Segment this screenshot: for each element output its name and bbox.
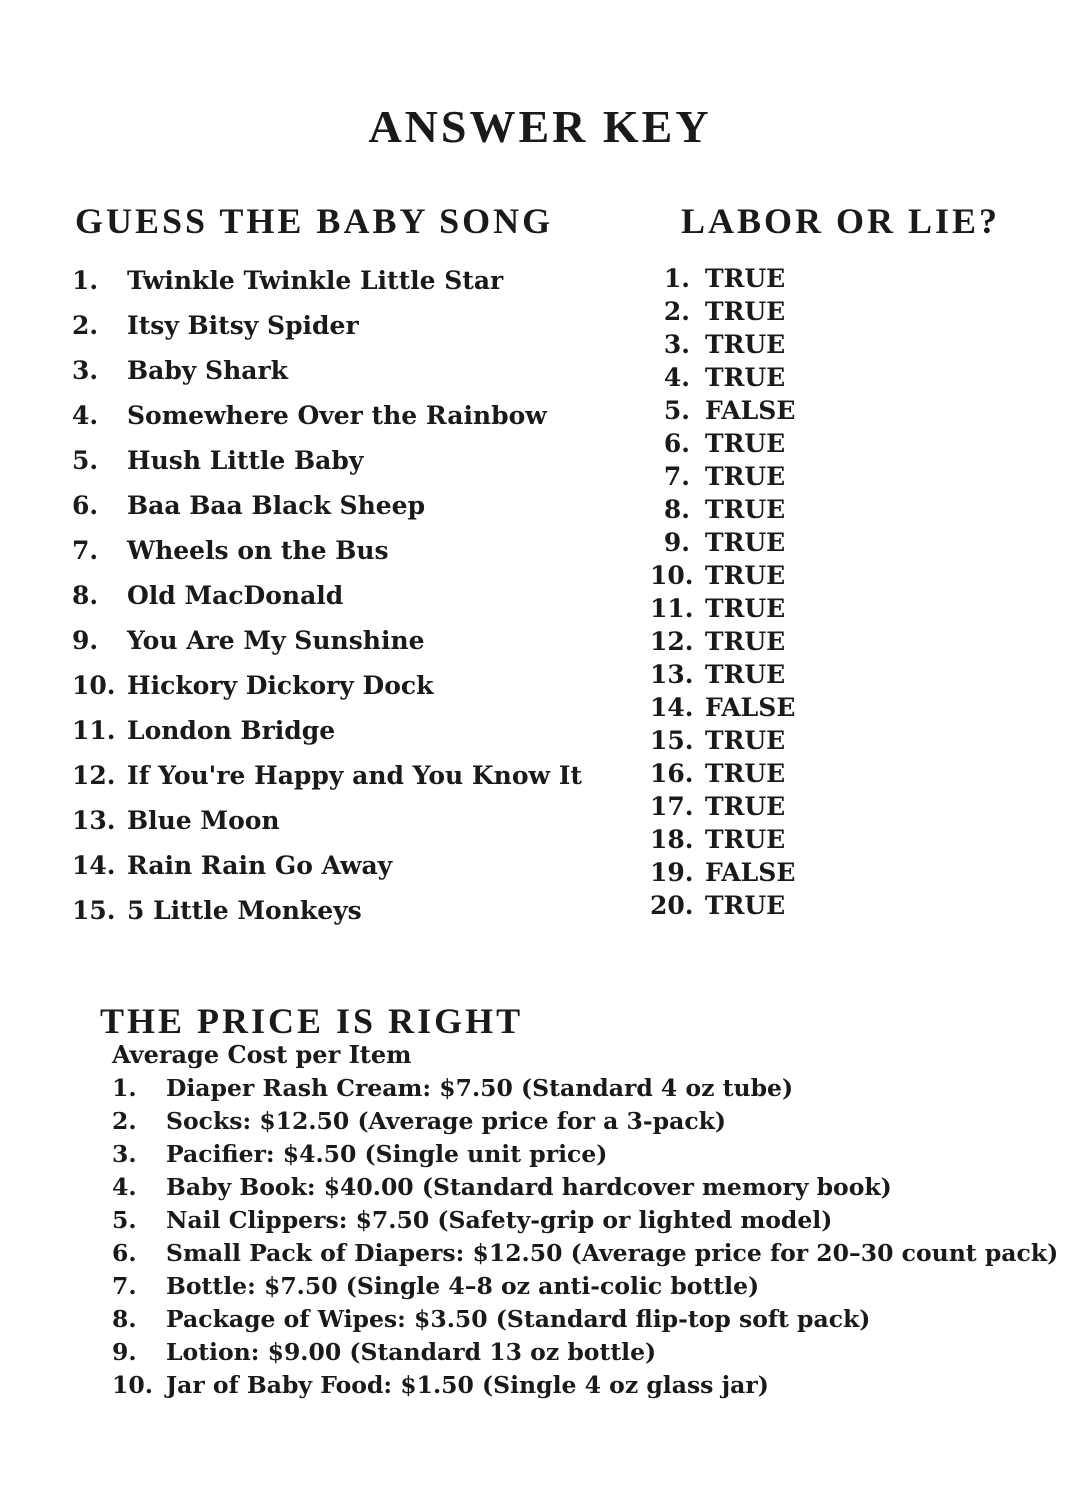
list-item-text: Hickory Dickory Dock [127,671,434,700]
list-item-number: 11. [650,594,694,623]
list-item-number: 3. [112,1140,137,1168]
price-answer-item [112,1072,1058,1105]
list-item-text: Twinkle Twinkle Little Star [127,266,504,295]
labor-answer-item [650,889,795,922]
list-item-number: 15. [72,896,116,925]
list-item-text: TRUE [705,528,786,557]
list-item-text: FALSE [705,396,796,425]
price-answer-item [112,1303,1058,1336]
baby-song-list [72,258,582,933]
song-answer-item [72,303,582,348]
list-item-number: 6. [112,1239,137,1267]
labor-or-lie-list [650,262,795,922]
song-answer-item [72,843,582,888]
list-item-number: 1. [663,264,690,293]
price-answer-item [112,1237,1058,1270]
list-item-number: 18. [650,825,694,854]
list-item-number: 2. [72,311,99,340]
list-item-text: London Bridge [127,716,336,745]
list-item-number: 1. [112,1074,137,1102]
list-item-number: 4. [112,1173,137,1201]
song-answer-item [72,888,582,933]
list-item-text: Wheels on the Bus [127,536,389,565]
list-item-text: Baby Book: $40.00 (Standard hardcover memory book) [166,1173,892,1201]
list-item-text: TRUE [705,561,786,590]
list-item-text: TRUE [705,363,786,392]
list-item-number: 4. [663,363,690,392]
labor-answer-item [650,493,795,526]
price-answer-item [112,1105,1058,1138]
list-item-text: TRUE [705,891,786,920]
labor-answer-item [650,691,795,724]
song-answer-item [72,573,582,618]
list-item-number: 5. [72,446,99,475]
list-item-number: 2. [663,297,690,326]
song-answer-item [72,483,582,528]
list-item-number: 12. [650,627,694,656]
list-item-text: 5 Little Monkeys [127,896,362,925]
list-item-text: Pacifier: $4.50 (Single unit price) [166,1140,608,1168]
list-item-number: 14. [650,693,694,722]
price-is-right-list [112,1072,1058,1402]
list-item-number: 6. [72,491,99,520]
list-item-number: 10. [72,671,116,700]
labor-answer-item [650,394,795,427]
list-item-number: 10. [650,561,694,590]
labor-answer-item [650,526,795,559]
list-item-number: 9. [72,626,99,655]
labor-answer-item [650,592,795,625]
list-item-number: 14. [72,851,116,880]
baby-song-heading: GUESS THE BABY SONG [75,201,554,241]
song-answer-item [72,708,582,753]
list-item-text: Bottle: $7.50 (Single 4–8 oz anti-colic bottle) [166,1272,760,1300]
list-item-text: TRUE [705,330,786,359]
list-item-text: FALSE [705,693,796,722]
price-answer-item [112,1369,1058,1402]
list-item-number: 15. [650,726,694,755]
price-is-right-subheading: Average Cost per Item [112,1040,412,1069]
list-item-text: Old MacDonald [127,581,344,610]
price-answer-item [112,1171,1058,1204]
labor-answer-item [650,427,795,460]
labor-answer-item [650,757,795,790]
labor-answer-item [650,295,795,328]
list-item-text: TRUE [705,264,786,293]
price-answer-item [112,1270,1058,1303]
labor-answer-item [650,823,795,856]
labor-answer-item [650,460,795,493]
list-item-text: Hush Little Baby [127,446,364,475]
list-item-text: TRUE [705,759,786,788]
page-title: ANSWER KEY [368,101,712,152]
list-item-text: Rain Rain Go Away [127,851,393,880]
list-item-text: Baby Shark [127,356,288,385]
list-item-text: You Are My Sunshine [127,626,425,655]
list-item-text: Socks: $12.50 (Average price for a 3-pack) [166,1107,727,1135]
list-item-text: Somewhere Over the Rainbow [127,401,547,430]
price-answer-item [112,1204,1058,1237]
song-answer-item [72,663,582,708]
song-answer-item [72,393,582,438]
list-item-number: 10. [112,1371,153,1399]
song-answer-item [72,753,582,798]
labor-answer-item [650,361,795,394]
list-item-number: 20. [650,891,694,920]
list-item-number: 12. [72,761,116,790]
list-item-text: If You're Happy and You Know It [127,761,582,790]
list-item-text: TRUE [705,429,786,458]
list-item-number: 9. [112,1338,137,1366]
labor-or-lie-heading: LABOR OR LIE? [681,201,1001,241]
list-item-number: 17. [650,792,694,821]
list-item-text: TRUE [705,594,786,623]
list-item-text: TRUE [705,462,786,491]
list-item-text: Diaper Rash Cream: $7.50 (Standard 4 oz tube) [166,1074,794,1102]
list-item-number: 7. [72,536,99,565]
list-item-number: 13. [72,806,116,835]
labor-answer-item [650,262,795,295]
list-item-text: Package of Wipes: $3.50 (Standard flip-top soft pack) [166,1305,871,1333]
list-item-number: 4. [72,401,99,430]
song-answer-item [72,528,582,573]
list-item-text: TRUE [705,726,786,755]
list-item-text: Nail Clippers: $7.50 (Safety-grip or lighted model) [166,1206,833,1234]
list-item-text: TRUE [705,627,786,656]
labor-answer-item [650,724,795,757]
labor-answer-item [650,658,795,691]
price-answer-item [112,1336,1058,1369]
list-item-number: 3. [72,356,99,385]
song-answer-item [72,438,582,483]
list-item-number: 3. [663,330,690,359]
list-item-number: 1. [72,266,99,295]
song-answer-item [72,798,582,843]
song-answer-item [72,258,582,303]
list-item-number: 11. [72,716,116,745]
list-item-text: FALSE [705,858,796,887]
list-item-text: Baa Baa Black Sheep [127,491,426,520]
list-item-text: TRUE [705,825,786,854]
list-item-number: 6. [663,429,690,458]
labor-answer-item [650,559,795,592]
labor-answer-item [650,790,795,823]
list-item-number: 7. [663,462,690,491]
list-item-text: TRUE [705,660,786,689]
list-item-text: Jar of Baby Food: $1.50 (Single 4 oz glass jar) [166,1371,769,1399]
labor-answer-item [650,625,795,658]
list-item-number: 7. [112,1272,137,1300]
list-item-text: TRUE [705,495,786,524]
labor-answer-item [650,328,795,361]
list-item-number: 8. [72,581,99,610]
list-item-text: TRUE [705,792,786,821]
list-item-number: 2. [112,1107,137,1135]
song-answer-item [72,348,582,393]
list-item-number: 13. [650,660,694,689]
list-item-number: 5. [663,396,690,425]
song-answer-item [72,618,582,663]
list-item-number: 5. [112,1206,137,1234]
price-answer-item [112,1138,1058,1171]
list-item-number: 8. [663,495,690,524]
price-is-right-heading: THE PRICE IS RIGHT [100,1001,524,1041]
list-item-number: 9. [663,528,690,557]
list-item-text: Small Pack of Diapers: $12.50 (Average price for 20–30 count pack) [166,1239,1059,1267]
list-item-text: TRUE [705,297,786,326]
list-item-text: Itsy Bitsy Spider [127,311,359,340]
list-item-text: Blue Moon [127,806,280,835]
list-item-text: Lotion: $9.00 (Standard 13 oz bottle) [166,1338,657,1366]
list-item-number: 16. [650,759,694,788]
list-item-number: 19. [650,858,694,887]
list-item-number: 8. [112,1305,137,1333]
labor-answer-item [650,856,795,889]
